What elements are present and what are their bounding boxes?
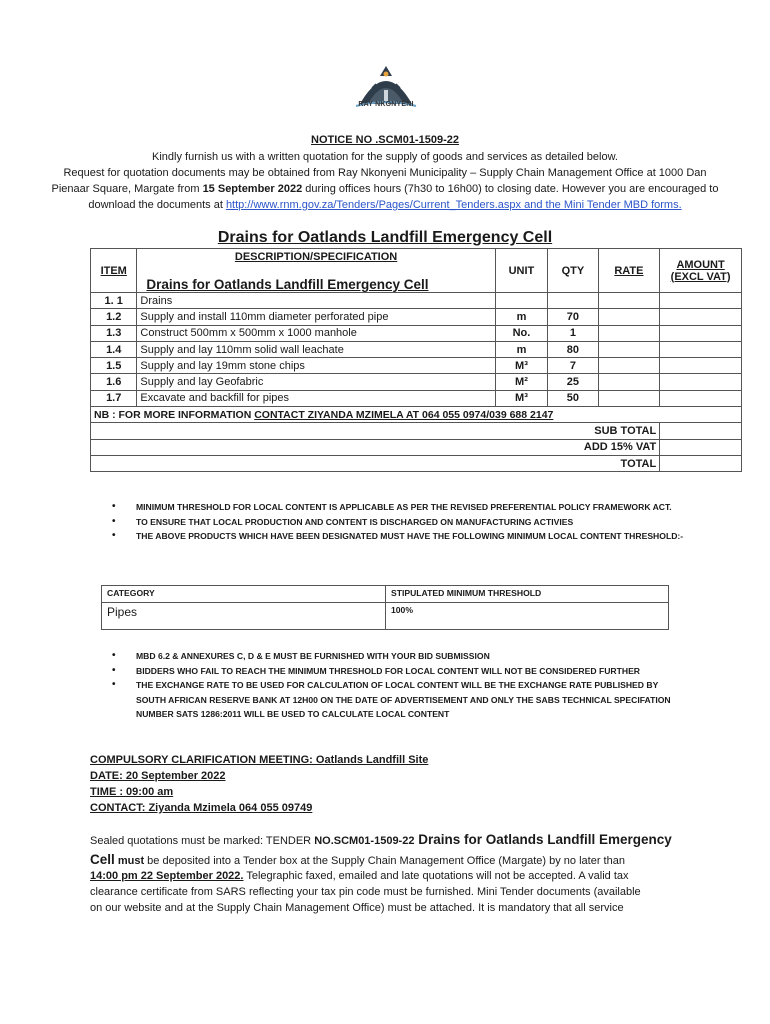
- item-description: Supply and install 110mm diameter perforated pipe: [137, 309, 495, 325]
- table-row: [91, 341, 742, 357]
- vat-value[interactable]: [660, 439, 742, 455]
- item-qty: [548, 293, 598, 309]
- sealed-line-4: clearance certificate from SARS reflecting your tax pin code must be furnished. Mini Tender documents (available: [90, 886, 641, 898]
- sealed-line-5: on our website and at the Supply Chain Management Office) must be attached. It is mandatory that all service: [90, 902, 624, 914]
- item-rate[interactable]: [598, 390, 660, 406]
- item-qty: 50: [548, 390, 598, 406]
- vat-row: [91, 439, 742, 455]
- list-item: • TO ENSURE THAT LOCAL PRODUCTION AND CONTENT IS DISCHARGED ON MANUFACTURING ACTIVIES: [108, 515, 688, 530]
- submission-rules-list: [108, 649, 683, 722]
- meeting-date: DATE: 20 September 2022: [90, 770, 226, 782]
- nb-row: [91, 407, 742, 423]
- item-description: Drains: [137, 293, 495, 309]
- item-description: Construct 500mm x 500mm x 1000 manhole: [137, 325, 495, 341]
- header-rate-label: RATE: [614, 264, 644, 277]
- notice-number: NOTICE NO .SCM01-1509-22: [311, 134, 459, 146]
- item-rate[interactable]: [598, 293, 660, 309]
- item-number: 1.3: [91, 325, 137, 341]
- table-row: [91, 374, 742, 390]
- document-title: Drains for Oatlands Landfill Emergency Cell: [217, 229, 553, 246]
- table-row: [91, 293, 742, 309]
- item-unit: m: [495, 341, 547, 357]
- intro-text: during offices hours (7h30 to 16h00) to closing date. However you are encouraged to: [302, 183, 719, 195]
- list-item: • THE ABOVE PRODUCTS WHICH HAVE BEEN DESIGNATED MUST HAVE THE FOLLOWING MINIMUM LOCAL CONTENT THRESHOLD:-: [108, 529, 688, 544]
- threshold-header: STIPULATED MINIMUM THRESHOLD: [386, 586, 669, 603]
- header-description-label: DESCRIPTION/SPECIFICATION: [234, 251, 398, 263]
- item-qty: 7: [548, 358, 598, 374]
- list-item: • THE EXCHANGE RATE TO BE USED FOR CALCULATION OF LOCAL CONTENT WILL BE THE EXCHANGE RATE PUBLISHED BY SOUTH AFRICAN RESERVE BANK AT 12H00 ON THE DATE OF ADVERTISEMENT AND ONLY THE SABS TECHNICAL SPECIFATION NUMBER SATS 1286:2011 WILL BE USED TO CALCULATE LOCAL CONTENT: [108, 678, 683, 722]
- table-row: [91, 309, 742, 325]
- item-qty: 25: [548, 374, 598, 390]
- tender-title: Drains for Oatlands Landfill Emergency: [414, 832, 672, 847]
- tenders-link[interactable]: http://www.rnm.gov.za/Tenders/Pages/Current_Tenders.aspx and the Mini Tender MBD forms.: [225, 199, 682, 211]
- table-row: [91, 358, 742, 374]
- vat-label: ADD 15% VAT: [91, 439, 660, 455]
- tender-number: NO.SCM01-1509-22: [314, 835, 415, 847]
- sealed-line-2: [90, 852, 690, 869]
- item-unit: m: [495, 309, 547, 325]
- item-qty: 70: [548, 309, 598, 325]
- subtotal-row: [91, 423, 742, 439]
- item-number: 1.2: [91, 309, 137, 325]
- item-unit: No.: [495, 325, 547, 341]
- total-row: [91, 455, 742, 471]
- intro-line-1: Kindly furnish us with a written quotation for the supply of goods and services as detailed below.: [152, 151, 618, 163]
- item-number: 1.5: [91, 358, 137, 374]
- nb-contact: CONTACT ZIYANDA MZIMELA AT 064 055 0974/039 688 2147: [254, 408, 554, 421]
- logo-text: RAY NKONYENI: [358, 101, 414, 108]
- header-description-sub: Drains for Oatlands Landfill Emergency Cell: [146, 277, 429, 292]
- intro-text: download the documents at: [88, 199, 226, 211]
- total-label: TOTAL: [91, 455, 660, 471]
- header-rate: [598, 249, 660, 293]
- category-value: Pipes: [102, 603, 386, 630]
- intro-date: 15 September 2022: [202, 183, 303, 195]
- list-item: • MBD 6.2 & ANNEXURES C, D & E MUST BE FURNISHED WITH YOUR BID SUBMISSION: [108, 649, 683, 664]
- header-item-label: ITEM: [100, 264, 127, 277]
- threshold-value: 100%: [386, 603, 669, 630]
- item-rate[interactable]: [598, 341, 660, 357]
- category-header: CATEGORY: [102, 586, 386, 603]
- intro-line-3: [0, 181, 770, 197]
- list-item: • BIDDERS WHO FAIL TO REACH THE MINIMUM THRESHOLD FOR LOCAL CONTENT WILL NOT BE CONSIDERED FURTHER: [108, 664, 683, 679]
- header-qty: QTY: [548, 249, 598, 293]
- item-amount[interactable]: [660, 374, 742, 390]
- item-amount[interactable]: [660, 358, 742, 374]
- sealed-text: be deposited into a Tender box at the Supply Chain Management Office (Margate) by no later than: [144, 855, 625, 867]
- local-content-list: [108, 500, 688, 544]
- meeting-title: COMPULSORY CLARIFICATION MEETING: Oatlands Landfill Site: [90, 754, 429, 766]
- header-amount: [660, 249, 742, 293]
- sealed-must: must: [114, 855, 145, 867]
- item-unit: [495, 293, 547, 309]
- item-amount[interactable]: [660, 341, 742, 357]
- item-rate[interactable]: [598, 325, 660, 341]
- meeting-contact: CONTACT: Ziyanda Mzimela 064 055 09749: [90, 802, 313, 814]
- sub-total-value[interactable]: [660, 423, 742, 439]
- intro-text: Pienaar Square, Margate from: [51, 183, 203, 195]
- sealed-line-3: [90, 868, 690, 884]
- item-description: Excavate and backfill for pipes: [137, 390, 495, 406]
- sealed-text: Sealed quotations must be marked: TENDER: [90, 835, 315, 847]
- quotation-table: [90, 248, 742, 472]
- meeting-time: TIME : 09:00 am: [90, 786, 174, 798]
- item-number: 1. 1: [91, 293, 137, 309]
- item-number: 1.7: [91, 390, 137, 406]
- item-amount[interactable]: [660, 325, 742, 341]
- category-table: [101, 585, 669, 630]
- item-unit: M³: [495, 390, 547, 406]
- item-rate[interactable]: [598, 358, 660, 374]
- sub-total-label: SUB TOTAL: [91, 423, 660, 439]
- closing-date: 14:00 pm 22 September 2022.: [90, 870, 244, 882]
- total-value[interactable]: [660, 455, 742, 471]
- item-description: Supply and lay 19mm stone chips: [137, 358, 495, 374]
- table-row: [91, 390, 742, 406]
- item-description: Supply and lay 110mm solid wall leachate: [137, 341, 495, 357]
- intro-line-4: [0, 197, 770, 213]
- item-rate[interactable]: [598, 309, 660, 325]
- item-amount[interactable]: [660, 390, 742, 406]
- nb-prefix: NB : FOR MORE INFORMATION: [94, 408, 255, 421]
- item-number: 1.6: [91, 374, 137, 390]
- list-item: • MINIMUM THRESHOLD FOR LOCAL CONTENT IS APPLICABLE AS PER THE REVISED PREFERENTIAL POLICY FRAMEWORK ACT.: [108, 500, 688, 515]
- item-number: 1.4: [91, 341, 137, 357]
- sealed-text: Telegraphic faxed, emailed and late quotations will not be accepted. A valid tax: [243, 870, 629, 882]
- item-amount[interactable]: [660, 309, 742, 325]
- intro-line-2: Request for quotation documents may be obtained from Ray Nkonyeni Municipality – Supply Chain Management Office at 1000 Dan: [63, 167, 707, 179]
- item-amount[interactable]: [660, 293, 742, 309]
- header-amount-label: AMOUNT (EXCL VAT): [670, 258, 731, 283]
- table-row: [91, 325, 742, 341]
- header-item: [91, 249, 137, 293]
- item-rate[interactable]: [598, 374, 660, 390]
- header-unit: UNIT: [495, 249, 547, 293]
- header-description: [137, 249, 495, 293]
- nb-contact-note: [91, 407, 742, 423]
- item-unit: M³: [495, 358, 547, 374]
- item-qty: 1: [548, 325, 598, 341]
- item-qty: 80: [548, 341, 598, 357]
- item-description: Supply and lay Geofabric: [137, 374, 495, 390]
- sealed-line-1: [90, 832, 690, 849]
- item-unit: M²: [495, 374, 547, 390]
- tender-title-cont: Cell: [90, 852, 115, 867]
